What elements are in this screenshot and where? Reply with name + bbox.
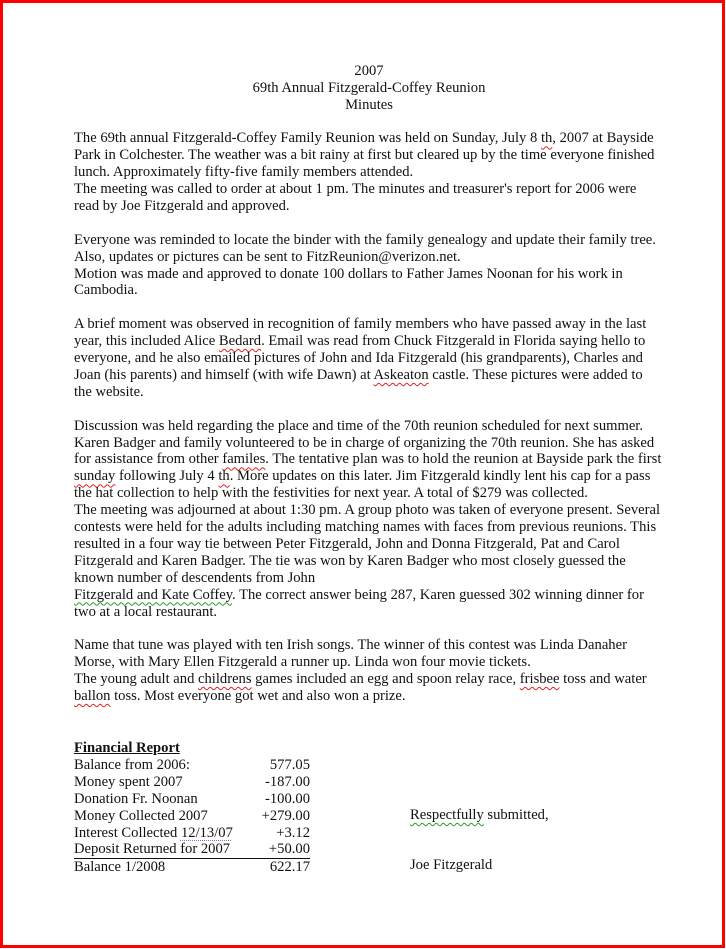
- financial-report: [74, 740, 310, 876]
- financial-value: +279.00: [261, 807, 310, 824]
- document-body: [74, 63, 664, 705]
- financial-report-title: Financial Report: [74, 740, 180, 756]
- paragraph-genealogy: Everyone was reminded to locate the binder with the family genealogy and update their family tree. Also, updates or pictures can be sent to FitzReunion@verizon.net.: [74, 231, 656, 265]
- spelling-flag[interactable]: th: [218, 468, 230, 485]
- financial-value: -100.00: [265, 790, 310, 807]
- paragraph-meeting-called: The meeting was called to order at about 1 pm. The minutes and treasurer's report for 2006 were read by Joe Fitzgerald and approved.: [74, 181, 637, 214]
- grammar-flag[interactable]: Fitzgerald and Kate Coffey: [74, 586, 233, 603]
- paragraph-remembrance: A brief moment was observed in recognition of family members who have passed away in the last year, this included Alice Bedard. Email was read from Chuck Fitzgerald in Florida saying hello to everyone, and he also emailed pictures of John and Ida Fitzgerald (his grandparents), Charles and Joan (his parents) and himself (with wife Dawn) at Askeaton castle. These pictures were added to the website.: [74, 316, 647, 400]
- paragraph-name-that-tune: Name that tune was played with ten Irish songs. The winner of this contest was Linda Danaher Morse, with Mary Ellen Fitzgerald a runner up. Linda won four movie tickets.: [74, 637, 627, 671]
- header-year: 2007: [354, 63, 384, 79]
- financial-row: [74, 841, 310, 859]
- financial-total-row: [74, 859, 310, 876]
- paragraph-reunion-summary: The 69th annual Fitzgerald-Coffey Family Reunion was held on Sunday, July 8 th, 2007 at Bayside Park in Colchester. The weather was a bit rainy at first but cleared up by the time everyone finished lunch. Approximately fifty-five family members attended.: [74, 130, 655, 181]
- paragraph-games: The young adult and childrens games included an egg and spoon relay race, frisbee toss and water ballon toss. Most everyone got wet and also won a prize.: [74, 671, 647, 705]
- paragraph-next-reunion: Discussion was held regarding the place and time of the 70th reunion scheduled for next summer. Karen Badger and family volunteered to be in charge of organizing the 70th reunion. She has asked for assistance from other familes. The tentative plan was to hold the reunion at Bayside park the first sunday following July 4 th. More updates on this later. Jim Fitzgerald kindly lent his cap for a pass the hat collection to help with the festivities for next year. A total of $279 was collected.: [74, 417, 662, 502]
- financial-label: Interest Collected 12/13/07: [74, 824, 233, 841]
- financial-label: Donation Fr. Noonan: [74, 790, 198, 807]
- paragraph-adjourned-contests: The meeting was adjourned at about 1:30 pm. A group photo was taken of everyone present. Several contests were held for the adults including matching names with faces from previous reunions. This resulted in a four way tie between Peter Fitzgerald, John and Donna Fitzgerald, Pat and Carol Fitzgerald and Karen Badger. The tie was won by Karen Badger who most closely guessed the known number of descendents from John Fitzgerald and Kate Coffey. The correct answer being 287, Karen guessed 302 winning dinner for two at a local restaurant.: [74, 502, 661, 620]
- signature-closing: Respectfully submitted,: [410, 807, 549, 823]
- financial-row: [74, 757, 310, 774]
- financial-value: +50.00: [268, 841, 310, 858]
- spelling-flag[interactable]: ballon: [74, 688, 111, 705]
- spelling-flag[interactable]: childrens: [198, 671, 252, 688]
- spelling-flag[interactable]: Askeaton: [373, 366, 429, 383]
- financial-label: Balance from 2006:: [74, 756, 190, 773]
- header-subtitle: Minutes: [345, 96, 393, 113]
- financial-row: [74, 774, 310, 791]
- financial-value: -187.00: [265, 773, 310, 790]
- header-title: 69th Annual Fitzgerald-Coffey Reunion: [252, 79, 486, 96]
- financial-value: 577.05: [269, 756, 310, 773]
- grammar-flag[interactable]: Respectfully: [410, 807, 484, 823]
- financial-row: [74, 825, 310, 842]
- financial-value: +3.12: [276, 824, 310, 841]
- financial-label: Money spent 2007: [74, 773, 183, 790]
- signature-name: Joe Fitzgerald: [410, 857, 493, 873]
- spelling-flag[interactable]: familes: [222, 451, 266, 468]
- paragraph-donation-motion: Motion was made and approved to donate 100 dollars to Father James Noonan for his work in Cambodia.: [74, 265, 623, 299]
- financial-value: 622.17: [269, 859, 310, 876]
- financial-label: Money Collected 2007: [74, 807, 208, 824]
- smart-tag-date[interactable]: 12/13/07: [180, 824, 233, 841]
- spelling-flag[interactable]: sunday: [74, 468, 116, 485]
- financial-label: Deposit Returned for 2007: [74, 841, 231, 858]
- spelling-flag[interactable]: frisbee: [519, 671, 560, 688]
- spelling-flag[interactable]: th: [540, 130, 553, 147]
- financial-row: [74, 808, 310, 825]
- document-header: [74, 63, 664, 113]
- financial-label: Balance 1/2008: [74, 859, 166, 876]
- spelling-flag[interactable]: Bedard: [218, 333, 262, 350]
- financial-row: [74, 791, 310, 808]
